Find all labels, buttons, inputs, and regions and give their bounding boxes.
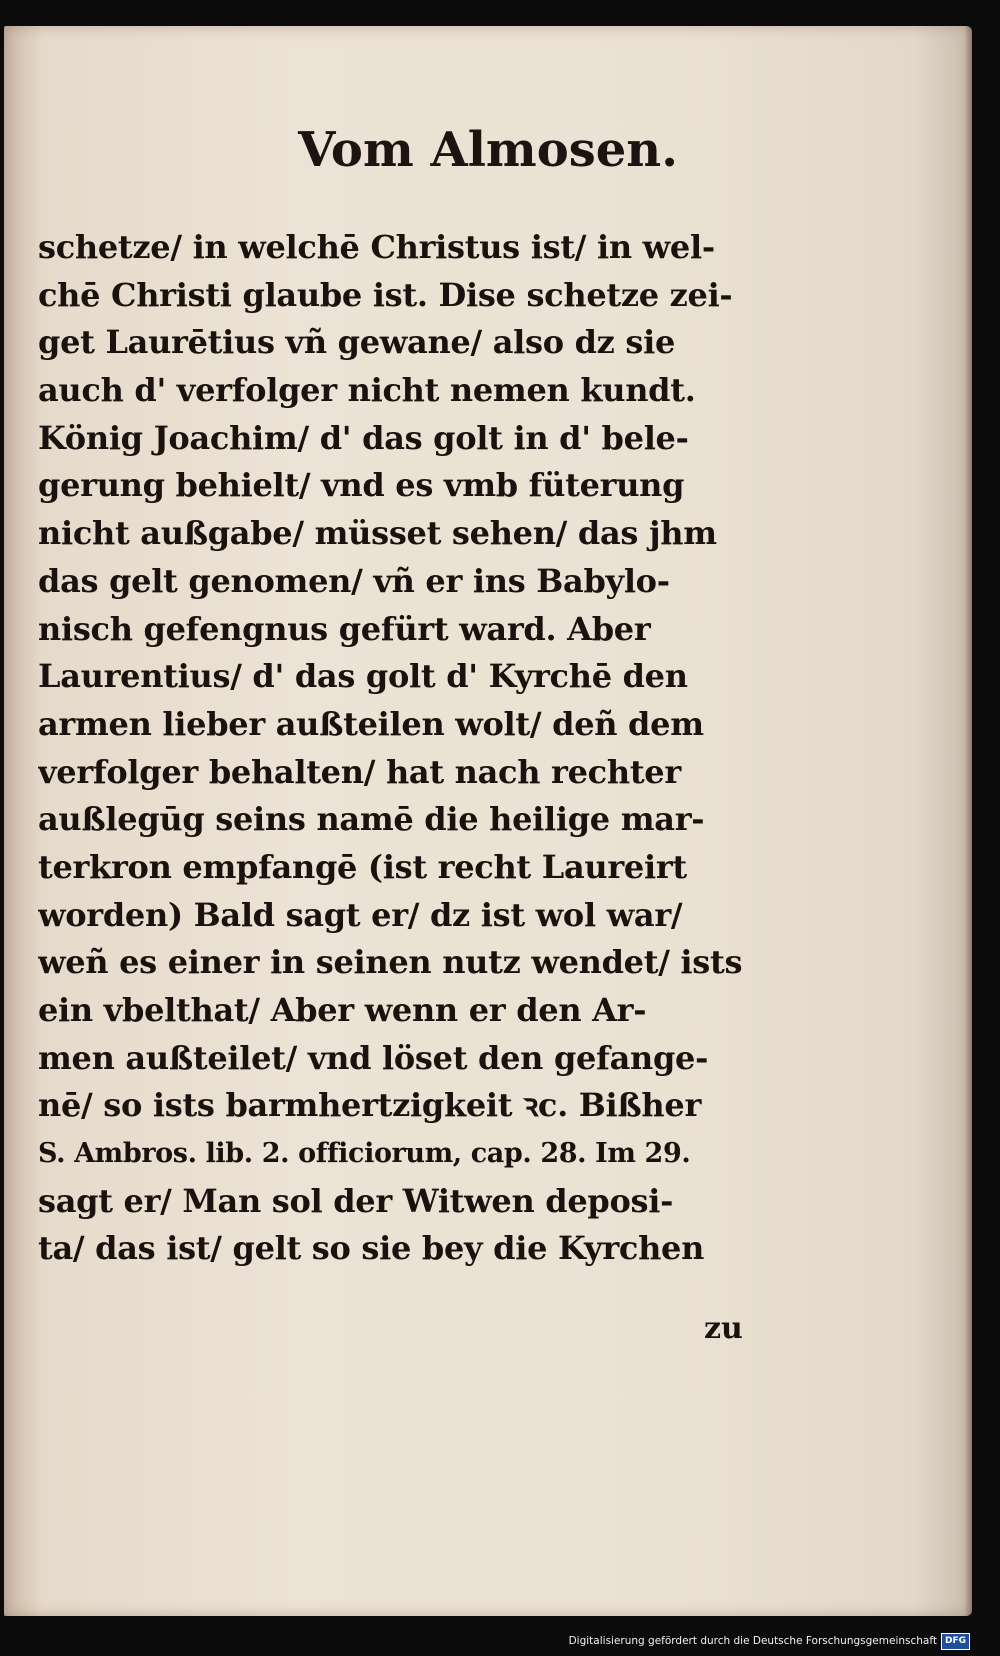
catchword: zu (704, 1311, 743, 1346)
text-line: get Laurētius vñ gewane/ also dz sie (38, 323, 676, 362)
text-line: armen lieber außteilen wolt/ deñ dem (38, 704, 704, 743)
text-line: ein vbelthat/ Aber wenn er den Ar- (38, 991, 647, 1029)
credit-text: Digitalisierung gefördert durch die Deutsche Forschungsgemeinschaft (568, 1635, 937, 1647)
text-line: weñ es einer in seinen nutz wendet/ ists (38, 943, 743, 982)
text-line: terkron empfangē (ist recht Laureirt (38, 847, 687, 886)
running-head: Vom Almosen. (298, 122, 678, 178)
text-line: König Joachim/ d' das golt in d' bele- (38, 418, 689, 457)
text-line: chē Christi glaube ist. Dise schetze zei- (38, 275, 733, 314)
text-line: auch d' verfolger nicht nemen kundt. (38, 371, 696, 410)
text-line-citation: S. Ambros. lib. 2. officiorum, cap. 28. Im 29. (38, 1138, 691, 1170)
text-line: men außteilet/ vnd löset den gefange- (38, 1038, 709, 1077)
text-line: Laurentius/ d' das golt d' Kyrchē den (38, 657, 688, 696)
text-line: sagt er/ Man sol der Witwen deposi- (38, 1181, 674, 1220)
text-line: verfolger behalten/ hat nach rechter (38, 752, 681, 791)
text-line: gerung behielt/ vnd es vmb füterung (38, 466, 685, 505)
text-line: ta/ das ist/ gelt so sie bey die Kyrchen (38, 1229, 705, 1268)
dfg-logo: DFG (941, 1633, 970, 1650)
text-line: nē/ so ists barmhertzigkeit ꝛc. Bißher (38, 1086, 702, 1125)
text-line: worden) Bald sagt er/ dz ist wol war/ (38, 895, 683, 934)
book-page (4, 26, 972, 1616)
text-line: nisch gefengnus gefürt ward. Aber (38, 609, 651, 648)
text-block (38, 224, 778, 1273)
text-line: nicht außgabe/ müsset sehen/ das jhm (38, 514, 717, 553)
text-line: schetze/ in welchē Christus ist/ in wel- (38, 228, 715, 266)
digitization-credit (569, 1630, 970, 1652)
text-line: außlegūg seins namē die heilige mar- (38, 800, 705, 839)
text-line: das gelt genomen/ vñ er ins Babylo- (38, 561, 670, 600)
